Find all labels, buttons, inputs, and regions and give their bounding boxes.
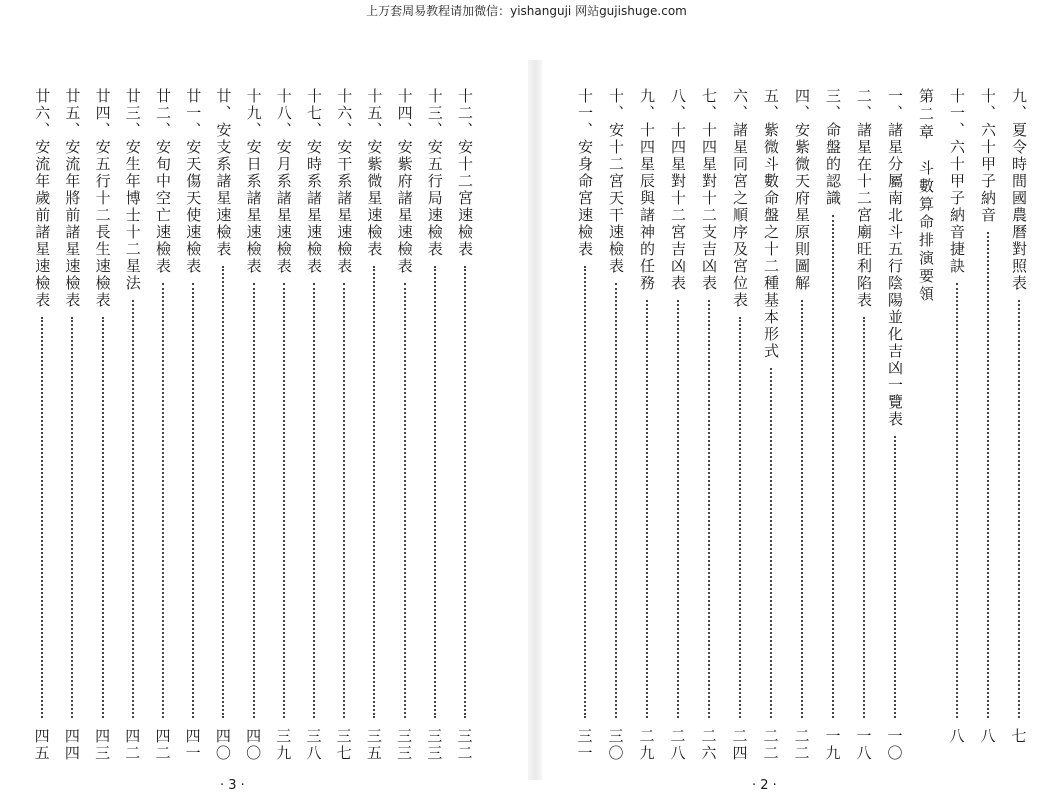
toc-entry xyxy=(452,88,478,768)
toc-page-number: 二 二 xyxy=(763,727,779,762)
toc-entry-title: 八、十四星對十二宮吉凶表 xyxy=(669,88,687,292)
toc-entry xyxy=(665,88,691,768)
leader-dots xyxy=(373,266,375,718)
right-page xyxy=(540,0,1053,793)
toc-entry-title: 十八、安月系諸星速檢表 xyxy=(274,88,293,275)
toc-entry-title: 二、諸星在十二宮廟旺利陷表 xyxy=(855,88,873,309)
toc-page-number: 一 九 xyxy=(825,727,841,762)
toc-entry-title: 十一、六十甲子納音捷訣 xyxy=(948,88,966,275)
toc-entry-title: 十五、安紫微星速檢表 xyxy=(365,88,384,258)
leader-dots xyxy=(832,215,834,718)
toc-entry xyxy=(696,88,722,768)
toc-entry xyxy=(851,88,877,768)
toc-entry xyxy=(422,88,448,768)
toc-page-number: 三 二 xyxy=(457,727,473,762)
leader-dots xyxy=(71,317,73,718)
toc-entry xyxy=(975,88,1001,768)
toc-entry xyxy=(913,88,939,768)
leader-dots xyxy=(863,317,865,718)
toc-entry xyxy=(210,88,236,768)
leader-dots xyxy=(615,283,617,718)
toc-entry-title: 廿六、安流年歲前諸星速檢表 xyxy=(33,88,52,309)
leader-dots xyxy=(41,317,43,718)
toc-entry-title: 十一、安身命宮速檢表 xyxy=(576,88,594,258)
toc-entry xyxy=(634,88,660,768)
leader-dots xyxy=(192,283,194,718)
toc-entry-title: 十七、安時系諸星速檢表 xyxy=(305,88,323,275)
toc-entry xyxy=(944,88,970,768)
toc-page-number: 四 二 xyxy=(155,727,171,762)
toc-page-number: 三 〇 xyxy=(608,727,624,762)
leader-dots xyxy=(956,283,958,718)
toc-entry-title: 十九、安日系諸星速檢表 xyxy=(244,88,263,275)
leader-dots xyxy=(343,283,345,718)
toc-page-number: 四 〇 xyxy=(246,727,262,762)
toc-entry-title: 廿二、安旬中空亡速檢表 xyxy=(154,88,172,275)
toc-page-number: 三 八 xyxy=(306,727,322,762)
toc-entry-title: 十六、安干系諸星速檢表 xyxy=(335,88,354,275)
toc-entry-title: 第二章 斗數算命排演要領 xyxy=(917,88,935,304)
toc-entry xyxy=(180,88,206,768)
toc-entry-title: 廿一、安天傷天使速檢表 xyxy=(184,88,203,275)
toc-entry xyxy=(789,88,815,768)
leader-dots xyxy=(313,283,315,718)
leader-dots xyxy=(770,368,772,718)
leader-dots xyxy=(646,300,648,718)
toc-entry-title: 九、十四星辰與諸神的任務 xyxy=(638,88,656,292)
toc-entry-title: 廿四、安五行十二長生速檢表 xyxy=(93,88,112,309)
leader-dots xyxy=(222,266,224,718)
toc-entry xyxy=(603,88,629,768)
toc-page-number: 二 九 xyxy=(639,727,655,762)
toc-entry-title: 十四、安紫府諸星速檢表 xyxy=(395,88,414,275)
toc-page-number: 三 一 xyxy=(577,727,593,762)
watermark-text: 上万套周易教程请加微信：yishanguji 网站gujishuge.com xyxy=(366,4,687,18)
leader-dots xyxy=(987,232,989,718)
toc-page-number: 四 五 xyxy=(34,727,50,762)
toc-page-number: 四 四 xyxy=(64,727,80,762)
toc-page-number: 三 三 xyxy=(427,727,443,762)
toc-page-number: 一 〇 xyxy=(887,727,903,762)
toc-page-number: 一 八 xyxy=(856,727,872,762)
leader-dots xyxy=(434,266,436,718)
leader-dots xyxy=(739,317,741,718)
leader-dots xyxy=(708,300,710,718)
toc-entry-title: 六、諸星同宮之順序及宮位表 xyxy=(731,88,749,309)
toc-entry-title: 一、諸星分屬南北斗五行陰陽並化吉凶一覽表 xyxy=(886,88,904,428)
toc-entry-title: 五、紫微斗數命盤之十二種基本形式 xyxy=(762,88,780,360)
toc-entry xyxy=(241,88,267,768)
toc-entry-title: 廿五、安流年將前諸星速檢表 xyxy=(63,88,82,309)
toc-page-number: 三 七 xyxy=(336,727,352,762)
right-page-folio: · 2 · xyxy=(752,778,777,793)
leader-dots xyxy=(132,300,134,718)
toc-entry-title: 廿、安支系諸星速檢表 xyxy=(214,88,233,258)
toc-entry xyxy=(29,88,55,768)
toc-page-number: 三 三 xyxy=(397,727,413,762)
toc-page-number: 二 四 xyxy=(732,727,748,762)
toc-entry-title: 十二、安十二宮速檢表 xyxy=(456,88,474,258)
toc-page-number: 七 xyxy=(1011,727,1027,745)
toc-entry xyxy=(331,88,357,768)
toc-entry-title: 七、十四星對十二支吉凶表 xyxy=(700,88,718,292)
toc-entry-title: 十、安十二宮天干速檢表 xyxy=(607,88,625,275)
toc-entry xyxy=(271,88,297,768)
toc-entry-title: 十、六十甲子納音 xyxy=(979,88,997,224)
toc-entry xyxy=(90,88,116,768)
toc-entry xyxy=(301,88,327,768)
leader-dots xyxy=(283,283,285,718)
toc-entry xyxy=(572,88,598,768)
leader-dots xyxy=(677,300,679,718)
toc-entry-title: 十三、安五行局速檢表 xyxy=(425,88,444,258)
toc-entry xyxy=(150,88,176,768)
leader-dots xyxy=(404,283,406,718)
leader-dots xyxy=(253,283,255,718)
toc-entry xyxy=(392,88,418,768)
toc-entry-title: 三、命盤的認識 xyxy=(824,88,842,207)
toc-entry xyxy=(882,88,908,768)
leader-dots xyxy=(584,266,586,718)
toc-entry-title: 四、安紫微天府星原則圖解 xyxy=(793,88,811,292)
toc-entry xyxy=(120,88,146,768)
toc-entry-title: 廿三、安生年博士十二星法 xyxy=(123,88,142,292)
toc-page-number: 二 二 xyxy=(794,727,810,762)
toc-page-number: 八 xyxy=(949,727,965,745)
toc-entry-title: 九、夏令時間國農曆對照表 xyxy=(1010,88,1028,292)
toc-entry xyxy=(758,88,784,768)
leader-dots xyxy=(1018,300,1020,718)
toc-page-number: 二 六 xyxy=(701,727,717,762)
toc-entry xyxy=(59,88,85,768)
toc-page-number: 四 〇 xyxy=(215,727,231,762)
leader-dots xyxy=(801,300,803,718)
toc-page-number: 二 八 xyxy=(670,727,686,762)
toc-entry xyxy=(1006,88,1032,768)
leader-dots xyxy=(162,283,164,718)
toc-page-number: 四 二 xyxy=(125,727,141,762)
toc-page-number: 三 五 xyxy=(366,727,382,762)
toc-page-number: 三 九 xyxy=(276,727,292,762)
toc-entry xyxy=(361,88,387,768)
toc-page-number: 八 xyxy=(980,727,996,745)
left-page-folio: · 3 · xyxy=(220,778,245,793)
toc-page-number: 四 三 xyxy=(95,727,111,762)
toc-page-number: 四 一 xyxy=(185,727,201,762)
leader-dots xyxy=(102,317,104,718)
leader-dots xyxy=(894,436,896,718)
leader-dots xyxy=(464,266,466,718)
toc-entry xyxy=(820,88,846,768)
toc-entry xyxy=(727,88,753,768)
